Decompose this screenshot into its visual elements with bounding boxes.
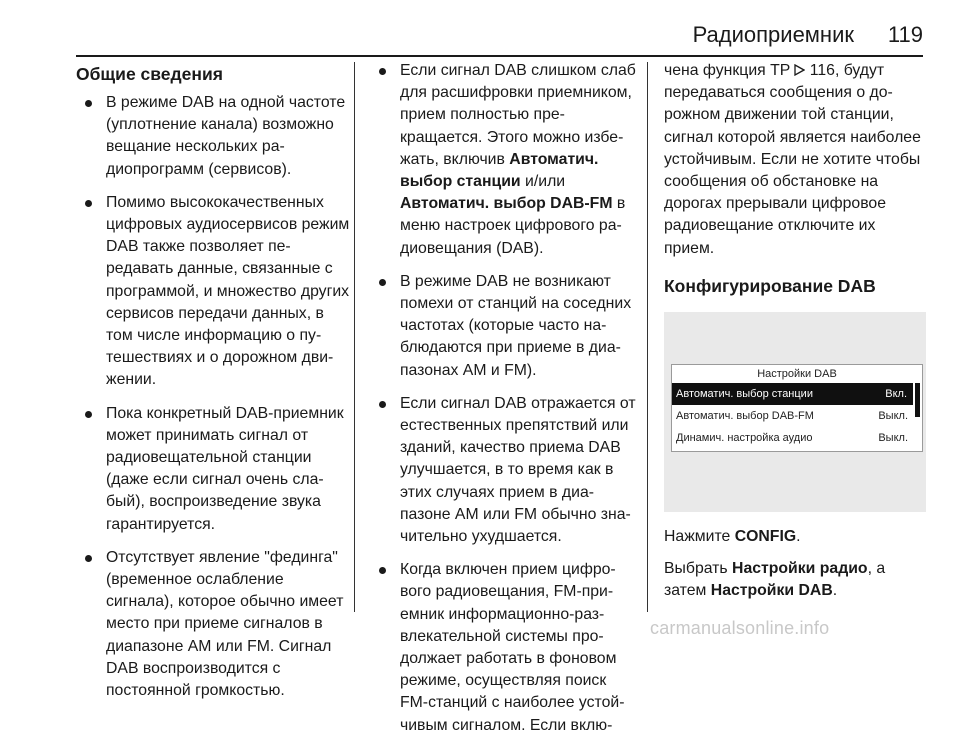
menu-item-auto-station xyxy=(672,383,913,405)
running-title: Радиоприемник xyxy=(692,22,854,47)
menu-scrollbar xyxy=(915,383,920,417)
menu-term: Настройки радио xyxy=(732,560,868,578)
instruction-paragraph xyxy=(664,558,926,602)
column-divider xyxy=(647,62,648,612)
item-text: в меню настроек цифрового радиовещания (DAB). xyxy=(400,195,626,257)
paragraph-text: чена функция TP xyxy=(664,62,795,79)
list-item xyxy=(370,60,636,260)
menu-item-label: Динамич. настройка аудио xyxy=(676,431,813,444)
watermark: carmanualsonline.info xyxy=(650,618,830,638)
menu-term: Настройки DAB xyxy=(710,582,833,600)
page-header xyxy=(0,22,960,62)
list-item: Когда включен прием цифрового радиовещания, FM-приемник информационно-развлекательной системы продолжает работать в фоновом режиме, осуществляя поиск FM-станций с наиболее устойчивым сигналом. Если вклю- xyxy=(370,559,636,737)
menu-term: Автоматич. выбор DAB-FM xyxy=(400,195,613,213)
menu-term: Автоматич. выбор станции xyxy=(400,150,599,191)
column-left xyxy=(76,60,350,713)
menu-item-label: Автоматич. выбор DAB-FM xyxy=(676,409,814,422)
column-divider xyxy=(354,62,355,612)
bullet-list xyxy=(370,60,636,737)
section-heading: Конфигурирование DAB xyxy=(664,275,876,296)
list-item: В режиме DAB на одной частоте (уплотнение канала) возможно вещание нескольких радиопрограмм (сервисов). xyxy=(76,92,350,181)
paragraph-text: 116, будут передаваться сообщения о дорожном движении той станции, сигнал которой является наиболее устойчивым. Если не хотите чтобы сообщения об обстановке на дорогах прерывали цифровое радиовещание отключите их прием. xyxy=(664,62,921,257)
page-number: 119 xyxy=(887,22,923,47)
menu-item-value: Выкл. xyxy=(878,431,908,444)
list-item: Если сигнал DAB отражается от естественных препятствий или зданий, качество приема DAB улучшается, в то время как в этих случаях прием в диапазоне AM или FM обычно значительно ухудшается. xyxy=(370,393,636,548)
paragraph-text: Выбрать xyxy=(664,560,733,578)
list-item: Пока конкретный DAB-приемник может принимать сигнал от радиовещательной станции (даже если сигнал очень слабый), воспроизведение звука гарантируется. xyxy=(76,403,350,536)
section-heading: Общие сведения xyxy=(76,64,223,84)
paragraph-text: , а затем xyxy=(664,560,886,600)
item-text: Если сигнал DAB слишком слаб для расшифровки приемником, прием полностью прекращается. Этого можно избежать, включив xyxy=(400,62,636,168)
instruction-paragraph xyxy=(664,526,926,548)
continued-paragraph xyxy=(664,60,926,260)
menu-item-value: Вкл. xyxy=(885,387,907,400)
settings-menu xyxy=(671,364,923,452)
header-rule xyxy=(76,55,923,57)
column-right xyxy=(664,60,926,612)
paragraph-text: Нажмите xyxy=(664,527,735,545)
paragraph-text: . xyxy=(796,527,801,545)
menu-item-label: Автоматич. выбор станции xyxy=(676,387,813,400)
list-item: Отсутствует явление "фединга" (временное ослабление сигнала), которое обычно имеет место при приеме сигналов в диапазоне AM или FM. Сигнал DAB воспроизводится с постоянной громкостью. xyxy=(76,547,350,702)
menu-item-dynamic-audio xyxy=(672,427,922,449)
menu-title: Настройки DAB xyxy=(757,367,837,380)
list-item: В режиме DAB не возникают помехи от станций на соседних частотах (которые часто наблюдаются при приеме в диапазонах AM и FM). xyxy=(370,271,636,382)
menu-item-value: Выкл. xyxy=(878,409,908,422)
item-text: и/или xyxy=(520,173,566,191)
triangle-arrow-icon xyxy=(794,64,805,76)
list-item: Помимо высококачественных цифровых аудиосервисов режим DAB также позволяет передавать данные, связанные с программой, и множество других сервисов передачи данных, в том числе информацию о путешествиях и о дорожном движении. xyxy=(76,192,350,392)
settings-screen-image xyxy=(664,312,926,512)
column-middle xyxy=(370,60,636,748)
menu-item-auto-dab-fm xyxy=(672,405,922,427)
bullet-list xyxy=(76,92,350,702)
button-term: CONFIG xyxy=(734,527,797,545)
paragraph-text: . xyxy=(832,582,838,600)
